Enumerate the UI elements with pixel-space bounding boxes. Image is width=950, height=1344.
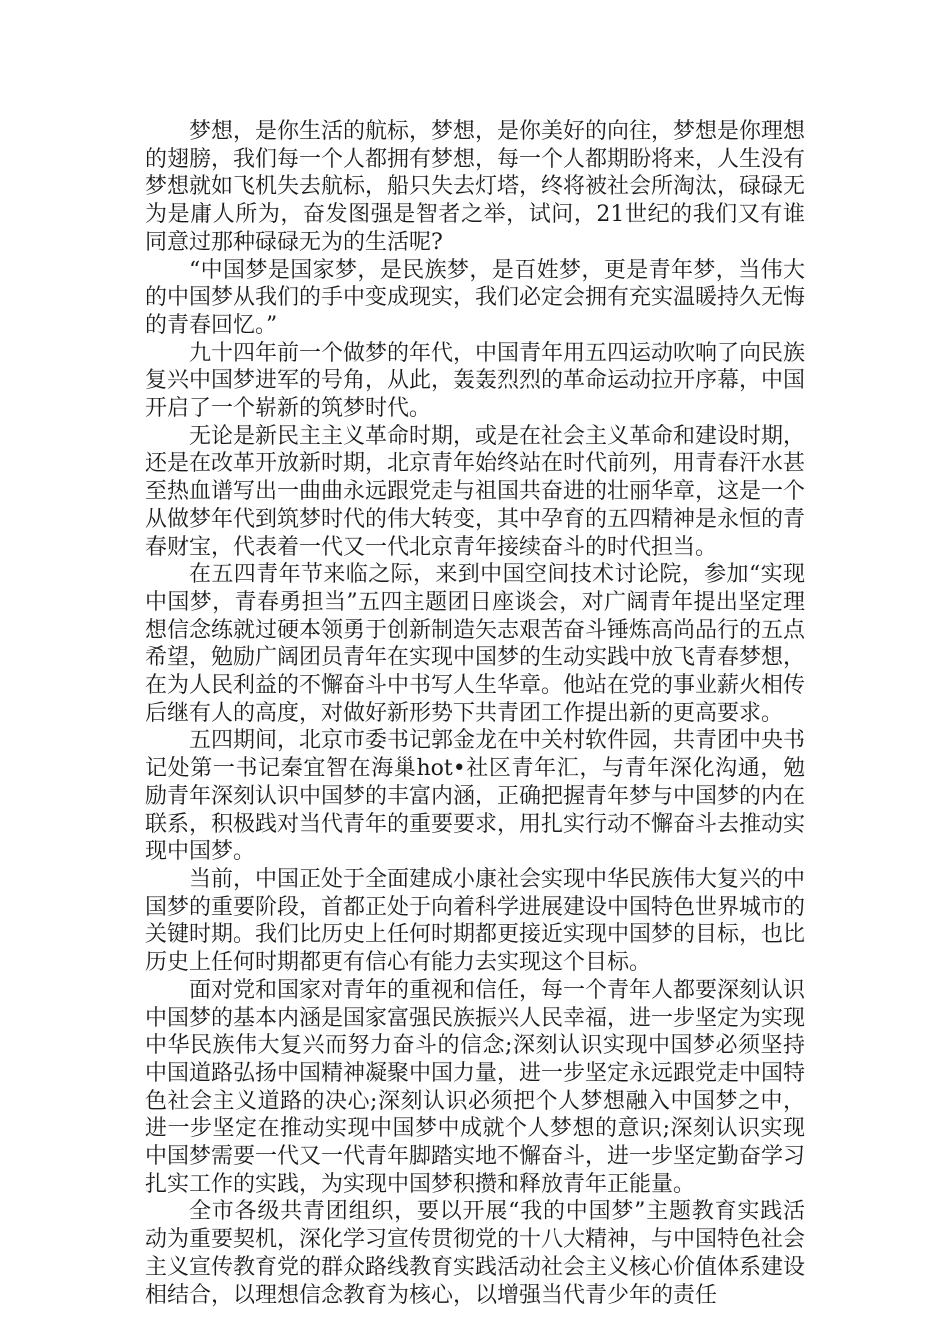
paragraph-7: 当前，中国正处于全面建成小康社会实现中华民族伟大复兴的中国梦的重要阶段，首都正处于向着科学进展建设中国特色世界城市的关键时期。我们比历史上任何时期都更接近实现中国梦的目标，也比历史上任何时期都更有信心有能力去实现这个目标。 [145,866,806,976]
document-page [145,118,805,1309]
paragraph-2: “中国梦是国家梦，是民族梦，是百姓梦，更是青年梦，当伟大的中国梦从我们的手中变成现实，我们必定会拥有充实温暖持久无悔的青春回忆。” [145,257,806,338]
paragraph-1: 梦想，是你生活的航标，梦想，是你美好的向往，梦想是你理想的翅膀，我们每一个人都拥有梦想，每一个人都期盼将来，人生没有梦想就如飞机失去航标，船只失去灯塔，终将被社会所淘汰，碌碌无为是庸人所为，奋发图强是智者之举，试问，21世纪的我们又有谁同意过那种碌碌无为的生活呢? [145,119,806,255]
paragraph-6: 五四期间，北京市委书记郭金龙在中关村软件园，共青团中央书记处第一书记秦宜智在海巢hot•社区青年汇，与青年深化沟通，勉励青年深刻认识中国梦的丰富内涵，正确把握青年梦与中国梦的内在联系，积极践对当代青年的重要要求，用扎实行动不懈奋斗去推动实现中国梦。 [145,728,806,865]
paragraph-4: 无论是新民主主义革命时期，或是在社会主义革命和建设时期，还是在改革开放新时期，北京青年始终站在时代前列，用青春汗水甚至热血谱写出一曲曲永远跟党走与祖国共奋进的壮丽华章，这是一个从做梦年代到筑梦时代的伟大转变，其中孕育的五四精神是永恒的青春财宝，代表着一代又一代北京青年接续奋斗的时代担当。 [145,423,806,560]
paragraph-9: 全市各级共青团组织，要以开展“我的中国梦”主题教育实践活动为重要契机，深化学习宣传贯彻党的十八大精神，与中国特色社会主义宣传教育党的群众路线教育实践活动社会主义核心价值体系建设相结合，以理想信念教育为核心，以增强当代青少年的责任 [145,1199,806,1308]
paragraph-8: 面对党和国家对青年的重视和信任，每一个青年人都要深刻认识中国梦的基本内涵是国家富强民族振兴人民幸福，进一步坚定为实现中华民族伟大复兴而努力奋斗的信念;深刻认识实现中国梦必须坚持中国道路弘扬中国精神凝聚中国力量，进一步坚定永远跟党走中国特色社会主义道路的决心;深刻认识必须把个人梦想融入中国梦之中，进一步坚定在推动实现中国梦中成就个人梦想的意识;深刻认识实现中国梦需要一代又一代青年脚踏实地不懈奋斗，进一步坚定勤奋学习扎实工作的实践，为实现中国梦积攒和释放青年正能量。 [145,977,806,1197]
paragraph-5: 在五四青年节来临之际，来到中国空间技术讨论院，参加“实现中国梦，青春勇担当”五四主题团日座谈会，对广阔青年提出坚定理想信念练就过硬本领勇于创新制造矢志艰苦奋斗锤炼高尚品行的五点希望，勉励广阔团员青年在实现中国梦的生动实践中放飞青春梦想，在为人民利益的不懈奋斗中书写人生华章。他站在党的事业薪火相传后继有人的高度，对做好新形势下共青团工作提出新的更高要求。 [145,562,806,726]
paragraph-3: 九十四年前一个做梦的年代，中国青年用五四运动吹响了向民族复兴中国梦进军的号角，从此，轰轰烈烈的革命运动拉开序幕，中国开启了一个崭新的筑梦时代。 [145,340,806,422]
